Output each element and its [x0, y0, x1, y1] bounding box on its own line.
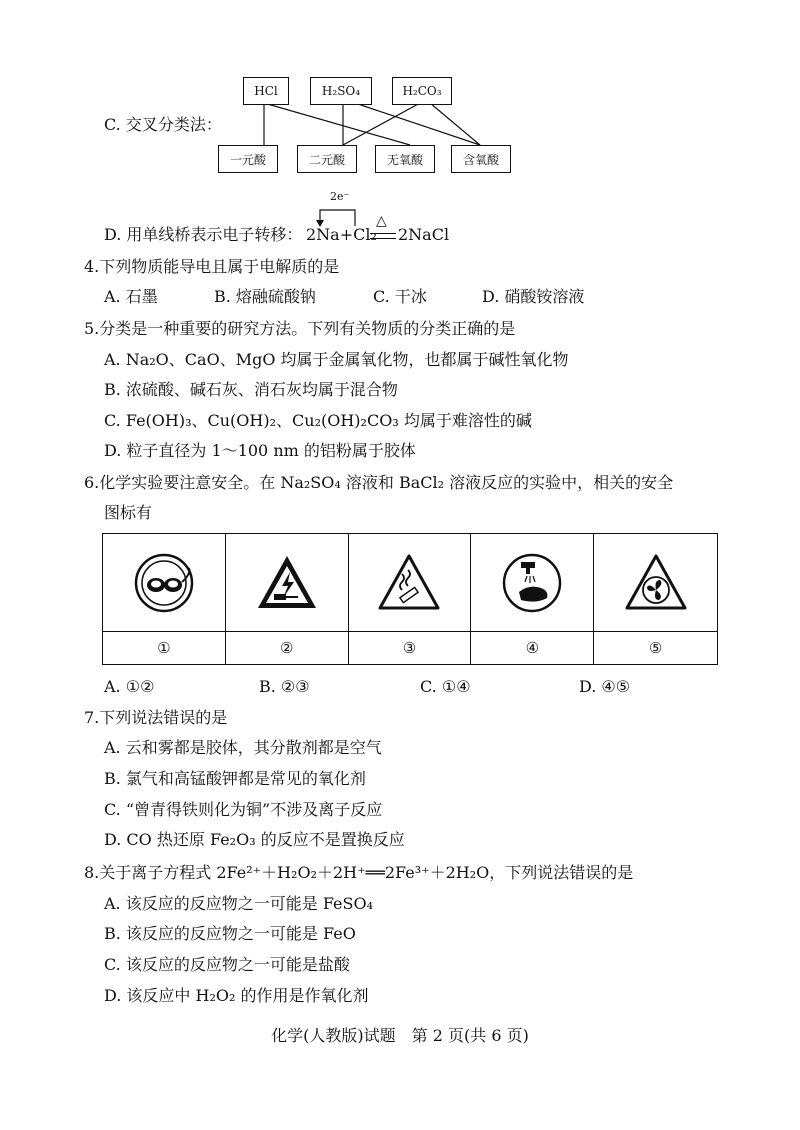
q4-option-a: A. 石墨: [104, 287, 158, 306]
q6-option-b: B. ②③: [259, 677, 310, 696]
ventilation-fan-icon: [594, 534, 717, 632]
q8-option-b: B. 该反应的反应物之一可能是 FeO: [104, 924, 356, 943]
wash-hands-icon: [471, 534, 594, 632]
hot-surface-icon: [349, 534, 472, 632]
q6-stem-line1: 6.化学实验要注意安全。在 Na₂SO₄ 溶液和 BaCl₂ 溶液反应的实验中，相关的安全: [84, 473, 674, 492]
q6-option-a: A. ①②: [104, 677, 155, 696]
box-monoprotic: 一元酸: [218, 145, 278, 173]
page-footer: 化学(人教版)试题 第 2 页(共 6 页): [271, 1026, 529, 1045]
q6-stem-line2: 图标有: [104, 503, 153, 522]
q4-option-c: C. 干冰: [373, 287, 427, 306]
equation-left: 2Na+Cl₂: [306, 225, 377, 244]
icon-label-5: ⑤: [648, 639, 663, 657]
icon-label-3: ③: [349, 632, 472, 664]
box-diprotic: 二元酸: [297, 145, 357, 173]
q6-option-c: C. ①④: [420, 677, 471, 696]
q8-stem: 8.关于离子方程式 2Fe²⁺＋H₂O₂＋2H⁺══2Fe³⁺＋2H₂O，下列说法错误的是: [84, 863, 634, 882]
equals-sign: [370, 233, 396, 239]
q5-option-d: D. 粒子直径为 1～100 nm 的铝粉属于胶体: [104, 441, 416, 460]
q7-option-d: D. CO 热还原 Fe₂O₃ 的反应不是置换反应: [104, 830, 405, 849]
q8-option-d: D. 该反应中 H₂O₂ 的作用是作氧化剂: [104, 986, 369, 1005]
icon-label-2: ②: [226, 632, 349, 664]
q5-stem: 5.分类是一种重要的研究方法。下列有关物质的分类正确的是: [84, 319, 516, 338]
q7-option-a: A. 云和雾都是胶体，其分散剂都是空气: [104, 738, 382, 757]
q7-stem: 7.下列说法错误的是: [84, 708, 228, 727]
electron-label: 2e⁻: [330, 190, 350, 203]
q7-option-c: C. “曾青得铁则化为铜”不涉及离子反应: [104, 800, 383, 819]
heat-symbol: △: [376, 213, 387, 229]
safety-icon-table: [102, 533, 718, 665]
icon-label-1: ①: [103, 632, 226, 664]
q8-option-c: C. 该反应的反应物之一可能是盐酸: [104, 955, 350, 974]
electric-hazard-icon: [226, 534, 349, 632]
q5-option-a: A. Na₂O、CaO、MgO 均属于金属氧化物，也都属于碱性氧化物: [104, 350, 569, 369]
q4-option-b: B. 熔融硫酸钠: [214, 287, 316, 306]
q6-option-d: D. ④⑤: [579, 677, 631, 696]
box-h2so4: H₂SO₄: [310, 77, 372, 105]
q4-option-d: D. 硝酸铵溶液: [482, 287, 585, 306]
q4-stem: 4.下列物质能导电且属于电解质的是: [84, 257, 340, 276]
box-oxyacid: 含氧酸: [451, 145, 511, 173]
section-c-label: C. 交叉分类法：: [104, 115, 222, 134]
goggles-icon: [103, 534, 226, 632]
q8-option-a: A. 该反应的反应物之一可能是 FeSO₄: [104, 894, 374, 913]
q7-option-b: B. 氯气和高锰酸钾都是常见的氧化剂: [104, 769, 366, 788]
icon-label-4: ④: [471, 632, 594, 664]
q5-option-c: C. Fe(OH)₃、Cu(OH)₂、Cu₂(OH)₂CO₃ 均属于难溶性的碱: [104, 411, 532, 430]
equation-right: 2NaCl: [398, 225, 450, 244]
box-hcl: HCl: [243, 77, 289, 105]
box-oxygen-free: 无氧酸: [375, 145, 435, 173]
section-d-label: D. 用单线桥表示电子转移：: [104, 225, 303, 244]
box-h2co3: H₂CO₃: [392, 77, 452, 105]
q5-option-b: B. 浓硫酸、碱石灰、消石灰均属于混合物: [104, 380, 398, 399]
